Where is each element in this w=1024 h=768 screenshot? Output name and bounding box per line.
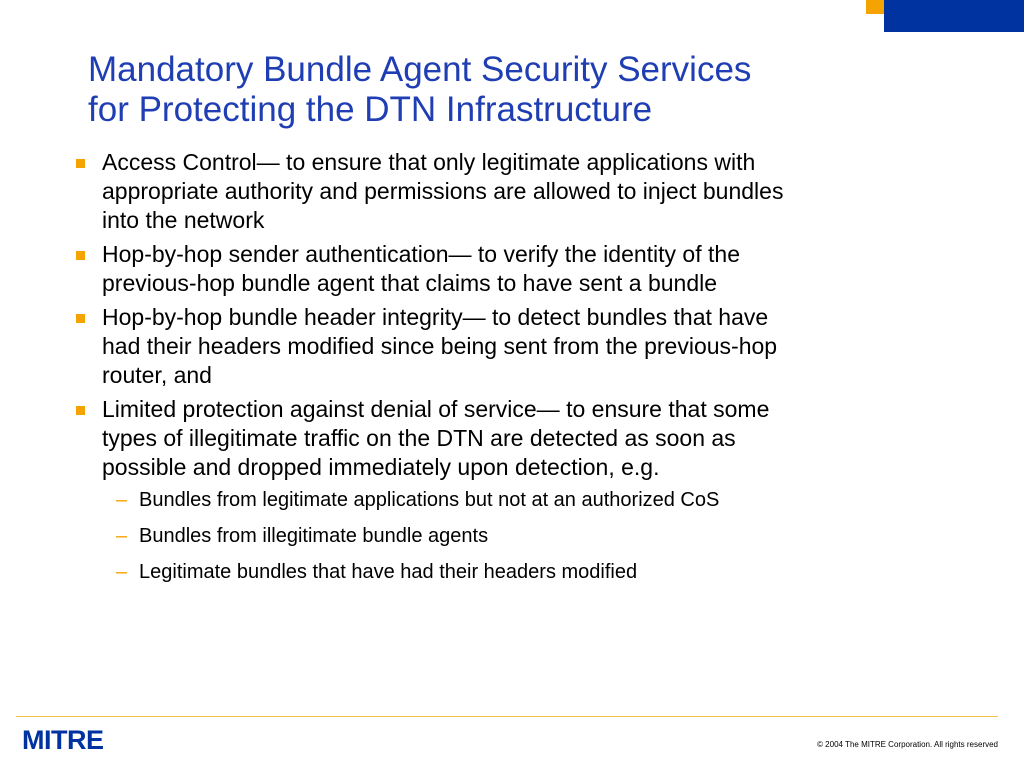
sub-bullet-item <box>116 559 976 585</box>
dash-icon: – <box>116 489 128 511</box>
footer-divider <box>16 716 998 717</box>
sub-bullet-list <box>116 487 976 585</box>
bullet-square-icon <box>76 251 85 260</box>
copyright-notice: © 2004 The MITRE Corporation. All rights reserved <box>817 740 998 749</box>
bullet-square-icon <box>76 159 85 168</box>
bullet-text-line: appropriate authority and permissions are allowed to inject bundles <box>102 178 784 204</box>
sub-bullet-item <box>116 487 976 513</box>
bullet-header-integrity <box>76 303 976 390</box>
bullet-text-line: Hop-by-hop sender authentication— to verify the identity of the <box>102 241 740 267</box>
bullet-text-line: possible and dropped immediately upon detection, e.g. <box>102 454 660 480</box>
sub-bullet-text: Legitimate bundles that have had their headers modified <box>139 561 638 583</box>
bullet-text-line: into the network <box>102 207 265 233</box>
bullet-text-line: types of illegitimate traffic on the DTN are detected as soon as <box>102 425 736 451</box>
bullet-text-line: Access Control— to ensure that only legitimate applications with <box>102 149 756 175</box>
bullet-text-line: Hop-by-hop bundle header integrity— to detect bundles that have <box>102 304 769 330</box>
slide-title-line-1: Mandatory Bundle Agent Security Services <box>88 50 752 89</box>
slide-content <box>76 148 976 595</box>
slide-title-line-2: for Protecting the DTN Infrastructure <box>88 90 653 129</box>
bullet-sender-authentication <box>76 240 976 298</box>
dash-icon: – <box>116 561 128 583</box>
dash-icon: – <box>116 525 128 547</box>
sub-bullet-text: Bundles from illegitimate bundle agents <box>139 525 489 547</box>
bullet-denial-of-service <box>76 395 976 482</box>
corner-accent-orange <box>866 0 884 14</box>
sub-bullet-text: Bundles from legitimate applications but not at an authorized CoS <box>139 489 720 511</box>
slide-title <box>88 50 988 130</box>
corner-accent-blue <box>884 0 1024 32</box>
sub-bullet-item <box>116 523 976 549</box>
bullet-text-line: router, and <box>102 362 212 388</box>
bullet-square-icon <box>76 314 85 323</box>
bullet-square-icon <box>76 406 85 415</box>
bullet-text-line: Limited protection against denial of service— to ensure that some <box>102 396 770 422</box>
mitre-logo: MITRE <box>22 725 104 755</box>
bullet-text-line: previous-hop bundle agent that claims to have sent a bundle <box>102 270 718 296</box>
bullet-access-control <box>76 148 976 235</box>
bullet-text-line: had their headers modified since being sent from the previous-hop <box>102 333 778 359</box>
